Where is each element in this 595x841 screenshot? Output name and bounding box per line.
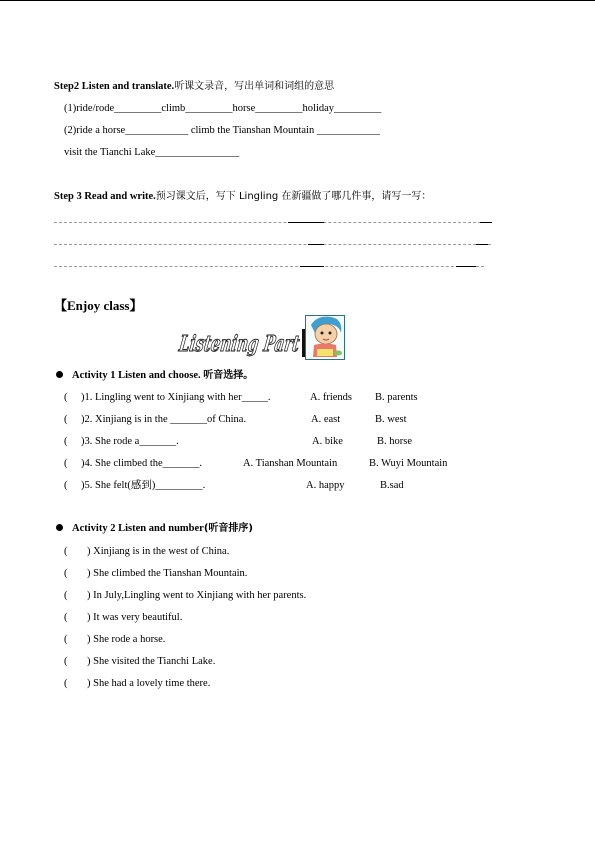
writing-line-3-mark	[300, 266, 324, 267]
activity1-option-a[interactable]: A. Tianshan Mountain	[243, 458, 338, 469]
activity1-item-text: )5. She felt(感到)_________.	[81, 480, 206, 491]
activity1-option-a[interactable]: A. bike	[312, 436, 343, 447]
activity2-item-text: ) She had a lovely time there.	[87, 678, 211, 689]
activity2-item-text: ) She visited the Tianchi Lake.	[87, 656, 216, 667]
activity2-item-paren[interactable]: (	[64, 568, 68, 579]
step2-title-en: Step2 Listen and translate.	[54, 81, 175, 92]
writing-line-2-end	[476, 244, 488, 245]
activity1-option-b[interactable]: B.sad	[380, 480, 404, 491]
writing-line-1[interactable]	[54, 222, 491, 223]
activity2-title-en: Activity 2 Listen and number	[72, 523, 204, 534]
activity2-item-paren[interactable]: (	[64, 678, 68, 689]
activity1-title-cn: 听音选择。	[203, 370, 254, 381]
activity2-item-paren[interactable]: (	[64, 612, 68, 623]
activity1-option-a[interactable]: A. happy	[306, 480, 345, 491]
activity1-option-a[interactable]: A. friends	[310, 392, 352, 403]
activity2-item-paren[interactable]: (	[64, 546, 68, 557]
step3-title-en: Step 3 Read and write.	[54, 191, 156, 202]
activity1-option-a[interactable]: A. east	[311, 414, 341, 425]
step3-title-cn: 预习课文后，写下 Lingling 在新疆做了哪几件事，请写一写：	[155, 191, 432, 202]
activity1-item-paren[interactable]: (	[64, 458, 68, 469]
activity1-item-text: )1. Lingling went to Xinjiang with her_____.	[81, 392, 271, 403]
page-top-border	[0, 0, 595, 1]
activity2-item-paren[interactable]: (	[64, 634, 68, 645]
activity1-item-paren[interactable]: (	[64, 436, 68, 447]
bullet-icon	[56, 524, 63, 531]
writing-line-3-end	[456, 266, 476, 267]
step2-heading	[54, 80, 334, 93]
activity2-item-text: ) Xinjiang is in the west of China.	[87, 546, 230, 557]
activity2-item-text: ) She rode a horse.	[87, 634, 166, 645]
activity1-item-paren[interactable]: (	[64, 414, 68, 425]
activity2-item-text: ) In July,Lingling went to Xinjiang with her parents.	[87, 590, 307, 601]
writing-line-1-mark	[288, 222, 324, 223]
activity1-option-b[interactable]: B. west	[375, 414, 407, 425]
activity1-item-paren[interactable]: (	[64, 480, 68, 491]
activity1-item-text: )2. Xinjiang is in the _______of China.	[81, 414, 247, 425]
writing-line-1-end	[480, 222, 492, 223]
activity2-item-text: ) She climbed the Tianshan Mountain.	[87, 568, 248, 579]
activity1-item-text: )4. She climbed the_______.	[81, 458, 203, 469]
activity2-title-cn: (听音排序)	[203, 523, 253, 534]
enjoy-class-heading: 【Enjoy class】	[54, 298, 143, 313]
activity1-option-b[interactable]: B. horse	[377, 436, 412, 447]
cartoon-girl-image	[305, 315, 345, 360]
listening-part-text: Listening Part	[177, 331, 357, 357]
activity1-option-b[interactable]: B. parents	[375, 392, 418, 403]
step2-line-3: visit the Tianchi Lake________________	[64, 147, 240, 158]
step2-title-cn: 听课文录音，写出单词和词组的意思	[174, 81, 335, 92]
writing-line-3[interactable]	[54, 266, 484, 267]
writing-line-2[interactable]	[54, 244, 491, 245]
activity1-option-b[interactable]: B. Wuyi Mountain	[369, 458, 448, 469]
activity2-item-text: ) It was very beautiful.	[87, 612, 183, 623]
activity2-heading	[72, 522, 253, 535]
writing-line-2-mark	[308, 244, 324, 245]
activity1-item-paren[interactable]: (	[64, 392, 68, 403]
step2-line-1: (1)ride/rode_________climb_________horse_________holiday_________	[64, 103, 382, 114]
step3-heading	[54, 190, 431, 203]
activity1-heading	[72, 369, 253, 382]
listening-part-banner	[176, 325, 357, 359]
activity2-item-paren[interactable]: (	[64, 656, 68, 667]
activity2-item-paren[interactable]: (	[64, 590, 68, 601]
activity1-item-text: )3. She rode a_______.	[81, 436, 179, 447]
bullet-icon	[56, 371, 63, 378]
activity1-title-en: Activity 1 Listen and choose.	[72, 370, 201, 381]
step2-line-2: (2)ride a horse____________ climb the Tianshan Mountain ____________	[64, 125, 380, 136]
